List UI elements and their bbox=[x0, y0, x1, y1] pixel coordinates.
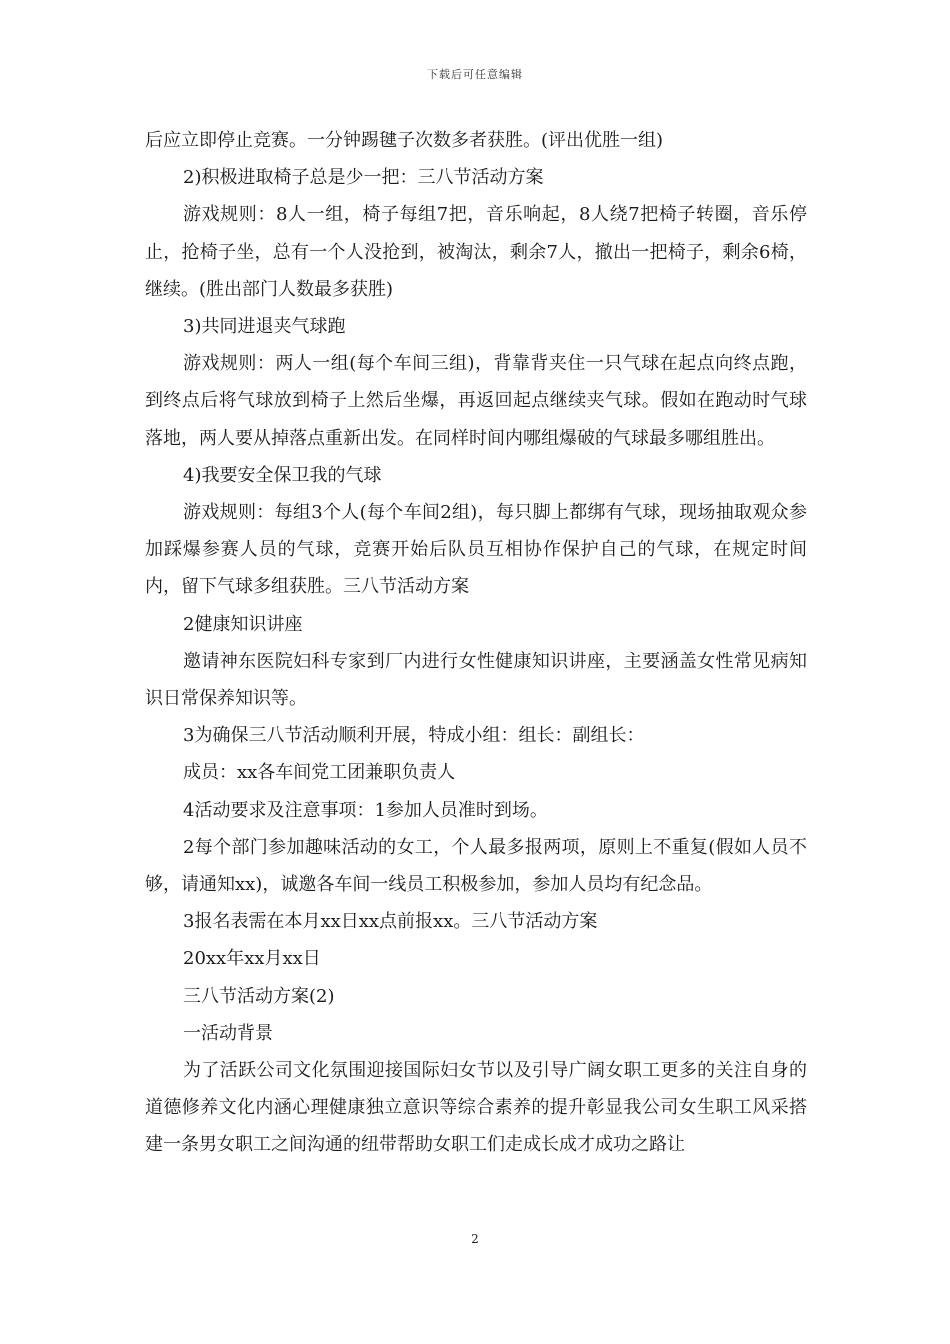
paragraph: 2健康知识讲座 bbox=[183, 613, 303, 635]
paragraph: 2)积极进取椅子总是少一把：三八节活动方案 bbox=[183, 167, 544, 189]
paragraph: 一活动背景 bbox=[183, 1022, 273, 1044]
page-number: 2 bbox=[471, 1232, 479, 1246]
paragraph: 邀请神东医院妇科专家到厂内进行女性健康知识讲座，主要涵盖女性常见病知识日常保养知识等。 bbox=[145, 650, 807, 710]
paragraph: 20xx年xx月xx日 bbox=[183, 948, 321, 970]
paragraph: 成员：xx各车间党工团兼职负责人 bbox=[183, 762, 456, 784]
page-header: 下载后可任意编辑 bbox=[427, 68, 523, 81]
paragraph: 3为确保三八节活动顺利开展，特成小组：组长：副组长： bbox=[183, 725, 645, 747]
paragraph: 3报名表需在本月xx日xx点前报xx。三八节活动方案 bbox=[183, 911, 598, 933]
paragraph: 4活动要求及注意事项：1参加人员准时到场。 bbox=[183, 799, 548, 821]
paragraph: 3)共同进退夹气球跑 bbox=[183, 316, 346, 338]
paragraph: 后应立即停止竞赛。一分钟踢毽子次数多者获胜。(评出优胜一组) bbox=[145, 130, 664, 151]
paragraph: 游戏规则：每组3个人(每个车间2组)，每只脚上都绑有气球，现场抽取观众参加踩爆参赛人员的气球，竞赛开始后队员互相协作保护自己的气球，在规定时间内，留下气球多组获胜。三八节活动方案 bbox=[145, 502, 807, 598]
paragraph: 游戏规则：8人一组，椅子每组7把，音乐响起，8人绕7把椅子转圈，音乐停止，抢椅子坐，总有一个人没抢到，被淘汰，剩余7人，撤出一把椅子，剩余6椅，继续。(胜出部门人数最多获胜) bbox=[145, 204, 807, 300]
paragraph: 三八节活动方案(2) bbox=[183, 985, 335, 1007]
document-body bbox=[145, 122, 807, 1164]
paragraph: 4)我要安全保卫我的气球 bbox=[183, 464, 382, 486]
paragraph: 为了活跃公司文化氛围迎接国际妇女节以及引导广阔女职工更多的关注自身的道德修养文化内涵心理健康独立意识等综合素养的提升彰显我公司女生职工风采搭建一条男女职工之间沟通的纽带帮助女职工们走成长成才成功之路让 bbox=[145, 1060, 807, 1156]
paragraph: 2每个部门参加趣味活动的女工，个人最多报两项，原则上不重复(假如人员不够，请通知xx)，诚邀各车间一线员工积极参加，参加人员均有纪念品。 bbox=[145, 836, 807, 896]
paragraph: 游戏规则：两人一组(每个车间三组)，背靠背夹住一只气球在起点向终点跑，到终点后将气球放到椅子上然后坐爆，再返回起点继续夹气球。假如在跑动时气球落地，两人要从掉落点重新出发。在同样时间内哪组爆破的气球最多哪组胜出。 bbox=[145, 353, 807, 449]
